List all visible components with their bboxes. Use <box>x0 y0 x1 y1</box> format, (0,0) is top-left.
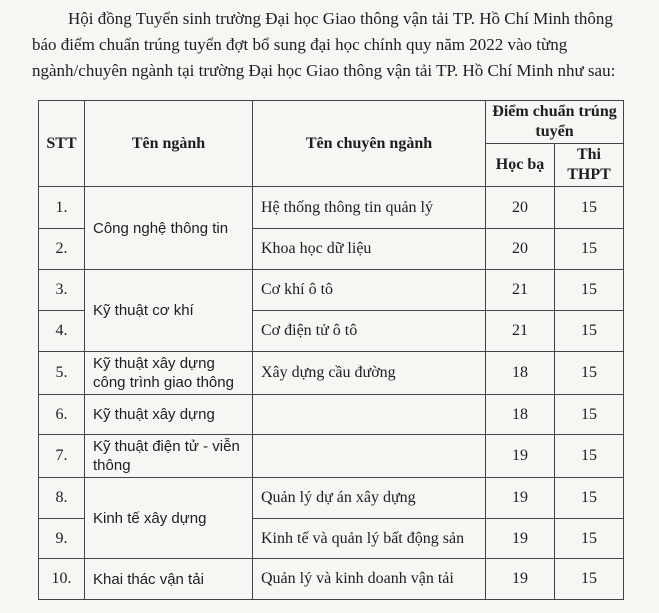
cell-ten-nganh: Kinh tế xây dựng <box>85 478 253 559</box>
header-ten-nganh: Tên ngành <box>85 101 253 187</box>
cell-stt: 5. <box>39 352 85 395</box>
cell-stt: 8. <box>39 478 85 519</box>
cell-stt: 9. <box>39 519 85 559</box>
cell-chuyen-nganh: Hệ thống thông tin quản lý <box>253 187 486 229</box>
table-row <box>39 352 624 395</box>
cell-thi-thpt: 15 <box>555 187 624 229</box>
cell-chuyen-nganh <box>253 435 486 478</box>
table-row <box>39 435 624 478</box>
cell-thi-thpt: 15 <box>555 435 624 478</box>
cell-hoc-ba: 19 <box>486 435 555 478</box>
header-stt: STT <box>39 101 85 187</box>
cutoff-score-table <box>38 100 624 600</box>
header-ten-chuyen-nganh: Tên chuyên ngành <box>253 101 486 187</box>
cell-thi-thpt: 15 <box>555 229 624 270</box>
cell-stt: 3. <box>39 270 85 311</box>
cell-stt: 4. <box>39 311 85 352</box>
cell-thi-thpt: 15 <box>555 559 624 600</box>
header-hoc-ba: Học bạ <box>486 144 555 187</box>
cell-hoc-ba: 19 <box>486 559 555 600</box>
cell-thi-thpt: 15 <box>555 311 624 352</box>
table-row <box>39 559 624 600</box>
cell-chuyen-nganh: Cơ điện tử ô tô <box>253 311 486 352</box>
cell-chuyen-nganh <box>253 395 486 435</box>
cell-hoc-ba: 18 <box>486 352 555 395</box>
cell-thi-thpt: 15 <box>555 478 624 519</box>
cell-stt: 6. <box>39 395 85 435</box>
cell-chuyen-nganh: Quản lý dự án xây dựng <box>253 478 486 519</box>
cell-stt: 1. <box>39 187 85 229</box>
table-row <box>39 395 624 435</box>
cell-thi-thpt: 15 <box>555 395 624 435</box>
cell-chuyen-nganh: Quản lý và kinh doanh vận tải <box>253 559 486 600</box>
cell-ten-nganh: Kỹ thuật xây dựng công trình giao thông <box>85 352 253 395</box>
cell-hoc-ba: 21 <box>486 270 555 311</box>
cell-hoc-ba: 19 <box>486 519 555 559</box>
cell-thi-thpt: 15 <box>555 352 624 395</box>
cell-chuyen-nganh: Kinh tế và quản lý bất động sản <box>253 519 486 559</box>
cell-thi-thpt: 15 <box>555 270 624 311</box>
intro-line: Hội đồng Tuyển sinh trường Đại học Giao thông vận tải TP. Hồ Chí Minh thông <box>68 9 613 28</box>
intro-paragraph <box>32 6 652 84</box>
cell-ten-nganh: Khai thác vận tải <box>85 559 253 600</box>
cell-chuyen-nganh: Khoa học dữ liệu <box>253 229 486 270</box>
cell-ten-nganh: Công nghệ thông tin <box>85 187 253 270</box>
intro-line: báo điểm chuẩn trúng tuyển đợt bổ sung đại học chính quy năm 2022 vào từng <box>32 35 568 54</box>
cell-stt: 7. <box>39 435 85 478</box>
cell-thi-thpt: 15 <box>555 519 624 559</box>
cell-chuyen-nganh: Xây dựng cầu đường <box>253 352 486 395</box>
table-row <box>39 270 624 311</box>
table-row <box>39 478 624 519</box>
cell-hoc-ba: 20 <box>486 229 555 270</box>
header-diem-chuan: Điểm chuẩn trúng tuyển <box>486 101 624 144</box>
cell-hoc-ba: 20 <box>486 187 555 229</box>
cell-ten-nganh: Kỹ thuật xây dựng <box>85 395 253 435</box>
cell-hoc-ba: 18 <box>486 395 555 435</box>
intro-line: ngành/chuyên ngành tại trường Đại học Giao thông vận tải TP. Hồ Chí Minh như sau: <box>32 61 616 80</box>
cell-hoc-ba: 19 <box>486 478 555 519</box>
cell-stt: 2. <box>39 229 85 270</box>
cell-ten-nganh: Kỹ thuật cơ khí <box>85 270 253 352</box>
table-body <box>39 187 624 600</box>
header-thi-thpt: Thi THPT <box>555 144 624 187</box>
cell-chuyen-nganh: Cơ khí ô tô <box>253 270 486 311</box>
cell-ten-nganh: Kỹ thuật điện tử - viễn thông <box>85 435 253 478</box>
table-row <box>39 187 624 229</box>
cell-hoc-ba: 21 <box>486 311 555 352</box>
cell-stt: 10. <box>39 559 85 600</box>
